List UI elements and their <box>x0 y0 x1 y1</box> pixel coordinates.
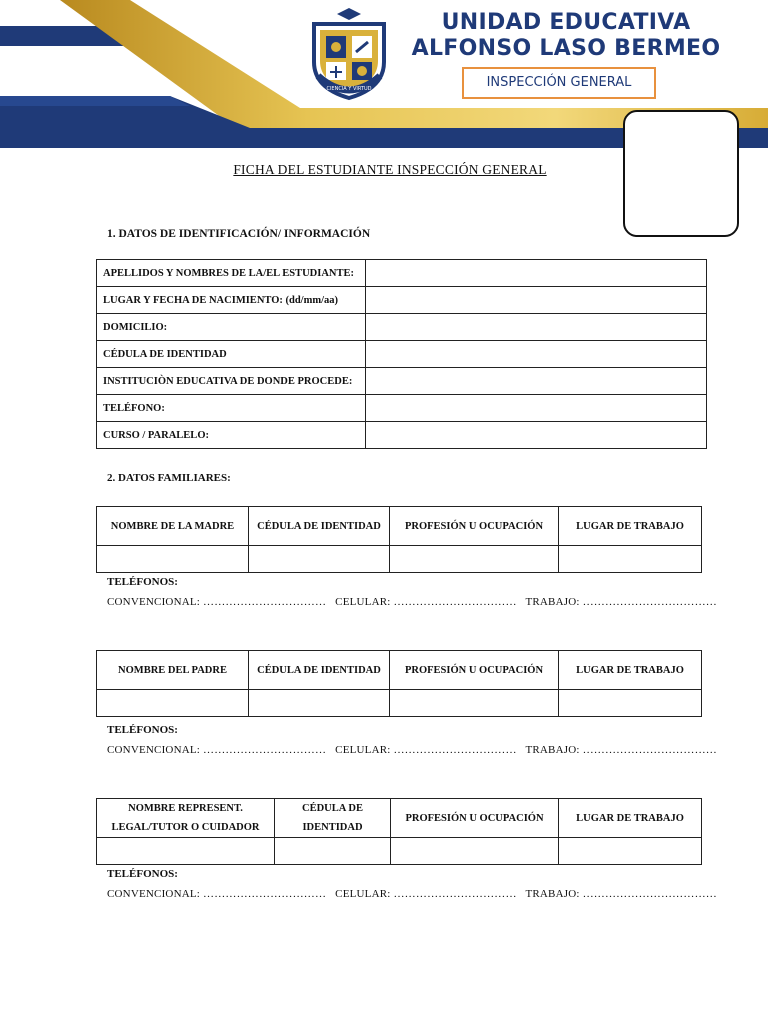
father-id-cell[interactable] <box>249 690 390 717</box>
table-row <box>97 368 707 395</box>
guardian-occupation-cell[interactable] <box>391 838 559 865</box>
phones-label: TELÉFONOS: <box>107 868 178 880</box>
table-row <box>97 546 702 573</box>
field-label: INSTITUCIÒN EDUCATIVA DE DONDE PROCEDE: <box>97 368 366 395</box>
mother-name-cell[interactable] <box>97 546 249 573</box>
table-row <box>97 838 702 865</box>
field-label: DOMICILIO: <box>97 314 366 341</box>
cellular-phone-field[interactable]: CELULAR: …………………………… <box>335 744 517 756</box>
school-name-line2: ALFONSO LASO BERMEO <box>411 36 721 61</box>
table-row <box>97 341 707 368</box>
cellular-phone-field[interactable]: CELULAR: …………………………… <box>335 888 517 900</box>
field-label: LUGAR Y FECHA DE NACIMIENTO: (dd/mm/aa) <box>97 287 366 314</box>
field-value-cell[interactable] <box>366 314 707 341</box>
school-name-line1: UNIDAD EDUCATIVA <box>441 10 691 35</box>
mother-id-cell[interactable] <box>249 546 390 573</box>
table-row <box>97 422 707 449</box>
field-value-cell[interactable] <box>366 341 707 368</box>
table-row <box>97 260 707 287</box>
school-name <box>406 10 726 62</box>
guardian-table <box>96 798 702 865</box>
column-header: LUGAR DE TRABAJO <box>559 507 702 546</box>
column-header: CÉDULA DE IDENTIDAD <box>249 507 390 546</box>
conventional-phone-field[interactable]: CONVENCIONAL: …………………………… <box>107 888 327 900</box>
guardian-workplace-cell[interactable] <box>559 838 702 865</box>
column-header: CÉDULA DE IDENTIDAD <box>275 799 391 838</box>
table-header-row <box>97 651 702 690</box>
section1-title: 1. DATOS DE IDENTIFICACIÓN/ INFORMACIÓN <box>107 228 371 240</box>
field-value-cell[interactable] <box>366 422 707 449</box>
table-row <box>97 395 707 422</box>
identification-table <box>96 259 707 449</box>
table-header-row <box>97 799 702 838</box>
column-header: NOMBRE DE LA MADRE <box>97 507 249 546</box>
section2-title: 2. DATOS FAMILIARES: <box>107 472 231 484</box>
table-row <box>97 287 707 314</box>
phones-label: TELÉFONOS: <box>107 576 178 588</box>
column-header: NOMBRE REPRESENT. LEGAL/TUTOR O CUIDADOR <box>97 799 275 838</box>
phone-fields-line <box>107 888 723 900</box>
logo-motto: CIENCIA Y VIRTUD <box>326 86 372 92</box>
column-header: PROFESIÓN U OCUPACIÓN <box>390 507 559 546</box>
conventional-phone-field[interactable]: CONVENCIONAL: …………………………… <box>107 744 327 756</box>
father-table <box>96 650 702 717</box>
document-title: FICHA DEL ESTUDIANTE INSPECCIÓN GENERAL <box>233 162 547 177</box>
field-label: CÉDULA DE IDENTIDAD <box>97 341 366 368</box>
mother-occupation-cell[interactable] <box>390 546 559 573</box>
father-workplace-cell[interactable] <box>559 690 702 717</box>
father-occupation-cell[interactable] <box>390 690 559 717</box>
work-phone-field[interactable]: TRABAJO: ……………………………… <box>525 596 717 608</box>
mother-workplace-cell[interactable] <box>559 546 702 573</box>
column-header: LUGAR DE TRABAJO <box>559 651 702 690</box>
column-header: NOMBRE DEL PADRE <box>97 651 249 690</box>
mother-table <box>96 506 702 573</box>
work-phone-field[interactable]: TRABAJO: ……………………………… <box>525 888 717 900</box>
field-label: CURSO / PARALELO: <box>97 422 366 449</box>
guardian-id-cell[interactable] <box>275 838 391 865</box>
table-row <box>97 314 707 341</box>
field-value-cell[interactable] <box>366 395 707 422</box>
column-header: PROFESIÓN U OCUPACIÓN <box>391 799 559 838</box>
phone-fields-line <box>107 596 723 608</box>
father-name-cell[interactable] <box>97 690 249 717</box>
phones-label: TELÉFONOS: <box>107 724 178 736</box>
table-row <box>97 690 702 717</box>
table-header-row <box>97 507 702 546</box>
field-value-cell[interactable] <box>366 287 707 314</box>
school-crest-logo <box>304 6 394 102</box>
field-value-cell[interactable] <box>366 260 707 287</box>
column-header: LUGAR DE TRABAJO <box>559 799 702 838</box>
field-label: APELLIDOS Y NOMBRES DE LA/EL ESTUDIANTE: <box>97 260 366 287</box>
department-badge: INSPECCIÓN GENERAL <box>462 67 656 99</box>
field-label: TELÉFONO: <box>97 395 366 422</box>
field-value-cell[interactable] <box>366 368 707 395</box>
guardian-name-cell[interactable] <box>97 838 275 865</box>
work-phone-field[interactable]: TRABAJO: ……………………………… <box>525 744 717 756</box>
cellular-phone-field[interactable]: CELULAR: …………………………… <box>335 596 517 608</box>
column-header: CÉDULA DE IDENTIDAD <box>249 651 390 690</box>
phone-fields-line <box>107 744 723 756</box>
conventional-phone-field[interactable]: CONVENCIONAL: …………………………… <box>107 596 327 608</box>
column-header: PROFESIÓN U OCUPACIÓN <box>390 651 559 690</box>
